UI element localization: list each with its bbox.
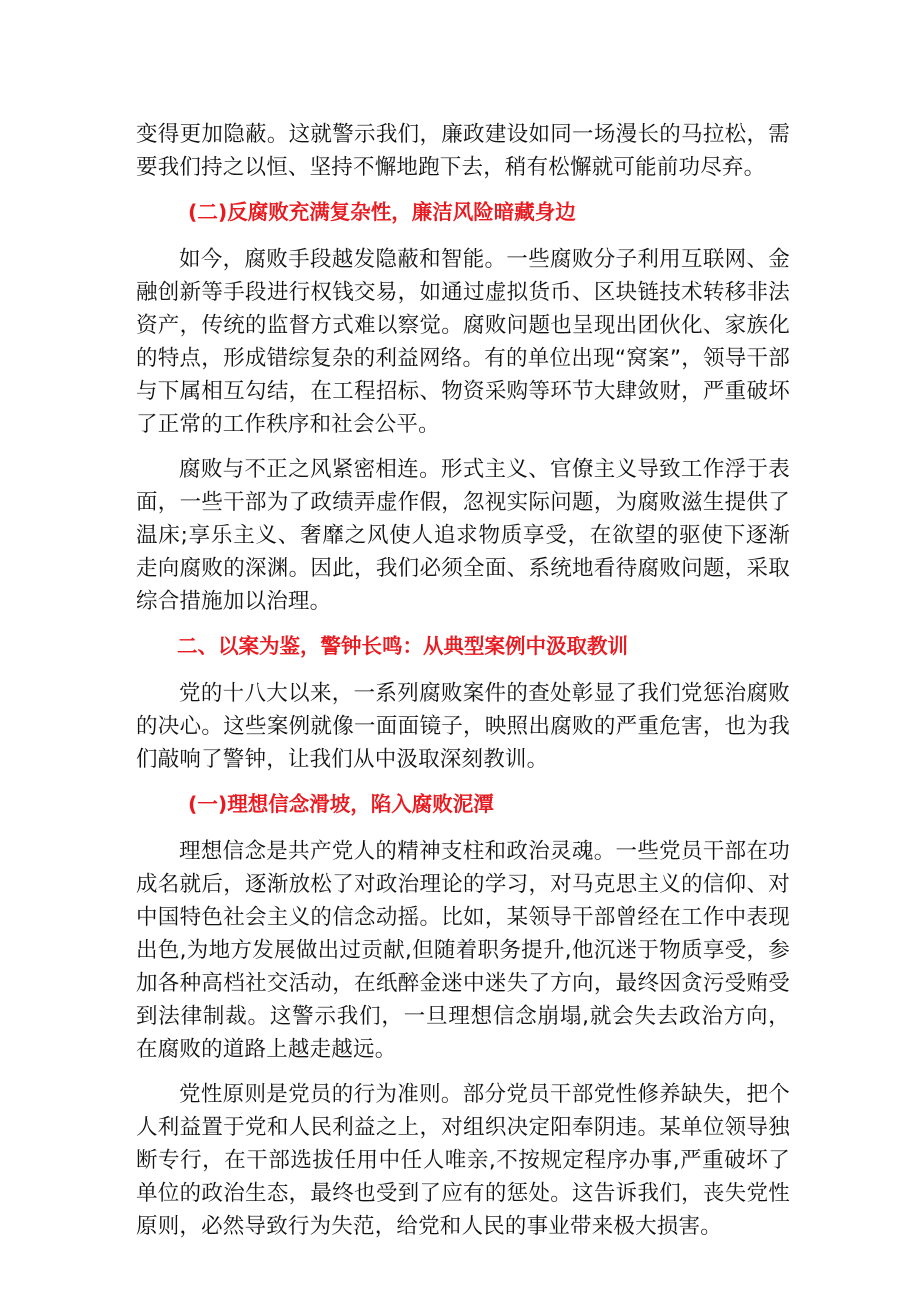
paragraph: 如今，腐败手段越发隐蔽和智能。一些腐败分子利用互联网、金融创新等手段进行权钱交易，如通过虚拟货币、区块链技术转移非法资产，传统的监督方式难以察觉。腐败问题也呈现出团伙化、家族化的特点，形成错综复杂的利益网络。有的单位出现“窝案”，领导干部与下属相互勾结，在工程招标、物资采购等环节大肆敛财，严重破坏了正常的工作秩序和社会公平。 [136, 247, 790, 437]
paragraph: 党性原则是党员的行为准则。部分党员干部党性修养缺失，把个人利益置于党和人民利益之上，对组织决定阳奉阴违。某单位领导独断专行，在干部选拔任用中任人唯亲,不按规定程序办事,严重破坏了单位的政治生态，最终也受到了应有的惩处。这告诉我们，丧失党性原则，必然导致行为失范，给党和人民的事业带来极大损害。 [136, 1082, 790, 1239]
chapter-heading: 二、以案为鉴，警钟长鸣：从典型案例中汲取教训 [177, 634, 628, 658]
paragraph: 理想信念是共产党人的精神支柱和政治灵魂。一些党员干部在功成名就后，逐渐放松了对政治理论的学习，对马克思主义的信仰、对中国特色社会主义的信念动摇。比如，某领导干部曾经在工作中表现出色,为地方发展做出过贡献,但随着职务提升,他沉迷于物质享受，参加各种高档社交活动，在纸醉金迷中迷失了方向，最终因贪污受贿受到法律制裁。这警示我们，一旦理想信念崩塌,就会失去政治方向，在腐败的道路上越走越远。 [136, 839, 790, 1062]
paragraph: 腐败与不正之风紧密相连。形式主义、官僚主义导致工作浮于表面，一些干部为了政绩弄虚作假，忽视实际问题，为腐败滋生提供了温床;享乐主义、奢靡之风使人追求物质享受，在欲望的驱使下逐渐走向腐败的深渊。因此，我们必须全面、系统地看待腐败问题，采取综合措施加以治理。 [136, 457, 790, 614]
section-heading-1: (一)理想信念滑坡，陷入腐败泥潭 [188, 792, 494, 816]
document-body [136, 118, 790, 1255]
section-heading-2: (二)反腐败充满复杂性，廉洁风险暗藏身边 [188, 200, 576, 224]
paragraph-continued: 变得更加隐蔽。这就警示我们，廉政建设如同一场漫长的马拉松，需要我们持之以恒、坚持不懈地跑下去，稍有松懈就可能前功尽弃。 [136, 122, 790, 180]
paragraph: 党的十八大以来，一系列腐败案件的查处彰显了我们党惩治腐败的决心。这些案例就像一面面镜子，映照出腐败的严重危害，也为我们敲响了警钟，让我们从中汲取深刻教训。 [136, 681, 790, 772]
